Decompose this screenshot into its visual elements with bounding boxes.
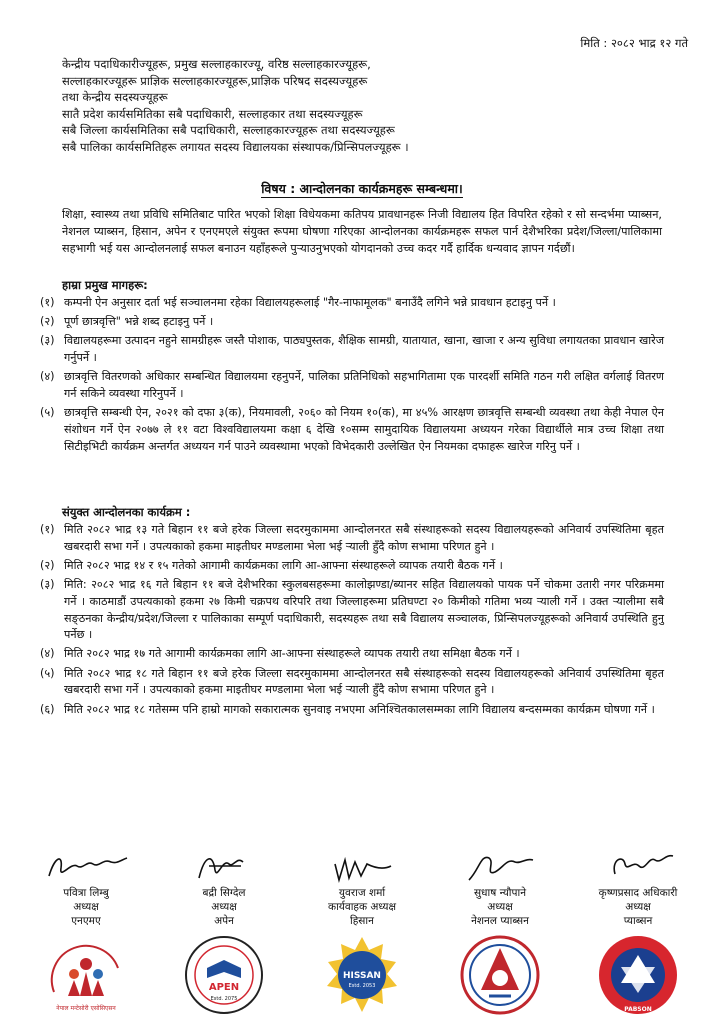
demands-list	[40, 295, 664, 458]
signatures-row	[20, 850, 704, 928]
signatory-org: नेशनल प्याब्सन	[471, 915, 529, 927]
signatory-org: एनएमए	[71, 915, 101, 927]
signature-block	[434, 850, 566, 928]
apen-logo-icon	[183, 934, 265, 1016]
signatory-name: कृष्णप्रसाद अधिकारी	[598, 887, 678, 899]
signatory-title: अध्यक्ष	[487, 901, 513, 913]
nma-logo-icon	[40, 934, 132, 1016]
signatory-title: कार्यवाहक अध्यक्ष	[328, 901, 396, 913]
demand-item: (१) कम्पनी ऐन अनुसार दर्ता भई सञ्चालनमा रहेका विद्यालयहरूलाई "गैर-नाफामूलक" बनाउँदै लगिने भन्ने प्रावधान हटाइनु पर्ने ।	[40, 296, 556, 309]
signature-block	[572, 850, 704, 928]
letter-date: मिति : २०८२ भाद्र १२ गते	[580, 36, 688, 50]
signature-block	[20, 850, 152, 928]
hissan-logo-icon	[321, 934, 403, 1016]
logo-slot	[20, 934, 152, 1016]
logo-slot	[434, 934, 566, 1016]
handwritten-signature-icon	[179, 850, 269, 884]
program-item: (३) मिति: २०८२ भाद्र १६ गते बिहान ११ बजे देशैभरिका स्कुलबसहरूमा कालोझण्डा/ब्यानर सहित विद्यालयको पायक पर्ने चोकमा उतारी नगर परिक्रममा गर्ने । काठमाडौं उपत्यकाको हकमा २७ किमी चक्रपथ वरिपरि तथा जिल्लाहरूमा प्रतिघण्टा २० किमीको गतिमा भव्य ऱ्याली गर्ने । उक्त ऱ्यालीमा सबै सङ्ठनका केन्द्रीय/प्रदेश/जिल्ला र पालिकाका सम्पूर्ण पदाधिकारी, सदस्यहरू तथा सबै विद्यालय सञ्चालक, प्रिन्सिपलज्यूहरूको अनिवार्य उपस्थिति हुनु पर्नेछ ।	[40, 578, 664, 642]
svg-text:PABSON: PABSON	[624, 1006, 652, 1013]
logo-slot	[296, 934, 428, 1016]
recipient-line: केन्द्रीय पदाधिकारीज्यूहरू, प्रमुख सल्लाहकारज्यू, वरिष्ठ सल्लाहकारज्यूहरू,	[62, 57, 371, 71]
logo-slot	[158, 934, 290, 1016]
demand-item: (३) विद्यालयहरूमा उत्पादन नहुने सामग्रीहरू जस्तै पोशाक, पाठ्यपुस्तक, शैक्षिक सामग्री, यातायात, खाना, खाजा र अन्य सुविधा लगायतका प्रावधान खारेज गर्नुपर्ने ।	[40, 334, 664, 365]
recipient-line: सल्लाहकारज्यूहरू प्राज्ञिक सल्लाहकारज्यूहरू,प्राज्ञिक परिषद सदस्यज्यूहरू	[62, 73, 368, 88]
national-pabson-logo-icon	[459, 934, 541, 1016]
intro-paragraph: शिक्षा, स्वास्थ्य तथा प्रविधि समितिबाट पारित भएको शिक्षा विधेयकमा कतिपय प्रावधानहरू निजी विद्यालय हित विपरित रहेको र सो सन्दर्भमा प्याब्सन, नेशनल प्याब्सन, हिसान, अपेन र एनएमएले संयुक्त रूपमा घोषणा गरिएका आन्दोलनका कार्यक्रमहरू सफल पार्न देशैभरिका प्रदेश/जिल्ला/पालिकामा सहभागी भई यस आन्दोलनलाई सफल बनाउन यहाँहरूले पुऱ्याउनुभएको योगदानको उच्च कदर गर्दै हार्दिक धन्यवाद ज्ञापन गर्दछौं।	[62, 208, 662, 255]
signatory-org: प्याब्सन	[623, 915, 653, 927]
signature-block	[158, 850, 290, 928]
demand-item: (५) छात्रवृत्ति सम्बन्धी ऐन, २०२१ को दफा ३(क), नियमावली, २०६० को नियम १०(क), मा ४५% आरक्षण छात्रवृत्ति सम्बन्धी व्यवस्था तथा केही नेपाल ऐन संशोधन गर्ने ऐन २०७७ ले ११ वटा विश्वविद्यालयमा कक्षा ६ देखि १०सम्म सामुदायिक विद्यालयमा अध्ययन गरेका विद्यार्थीले मात्र उच्च शिक्षा तथा सिटीइभिटी कार्यक्रम अन्तर्गत अध्ययन गर्न पाउने व्यवस्थामा भएको विभेदकारी उल्लेखित ऐन नियमका दफाहरू खारेज गरिनु पर्ने ।	[40, 406, 664, 453]
signatory-name: युवराज शर्मा	[338, 887, 386, 899]
program-item: (२) मिति २०८२ भाद्र १४ र १५ गतेको आगामी कार्यक्रमका लागि आ-आफ्ना संस्थाहरूले व्यापक तयारी बैठक गर्ने ।	[40, 558, 503, 572]
recipients-block	[62, 56, 662, 156]
program-item: (१) मिति २०८२ भाद्र १३ गते बिहान ११ बजे हरेक जिल्ला सदरमुकाममा आन्दोलनरत सबै संस्थाहरूको सदस्य विद्यालयहरूको अनिवार्य उपस्थितिमा बृहत खबरदारी सभा गर्ने । उपत्यकाको हकमा माइतीघर मण्डलामा भेला भई ऱ्याली हुँदै कोण सभामा परिणत हुने ।	[40, 523, 664, 553]
pabson-logo-icon	[597, 934, 679, 1016]
handwritten-signature-icon	[41, 850, 131, 884]
handwritten-signature-icon	[317, 850, 407, 884]
program-item: (५) मिति २०८२ भाद्र १८ गते बिहान ११ बजे हरेक जिल्ला सदरमुकाममा आन्दोलनरत सबै संस्थाहरूको सदस्य विद्यालयहरूको अनिवार्य उपस्थितिमा बृहत खबरदारी सभा गर्ने । उपत्यकाको हकमा माइतीघर मण्डलामा भेला भई ऱ्याली हुँदै कोण सभामा परिणत हुने ।	[40, 666, 664, 697]
svg-text:Estd. 2053: Estd. 2053	[348, 983, 376, 989]
demand-item: (४) छात्रवृत्ति वितरणको अधिकार सम्बन्धित विद्यालयमा रहनुपर्ने, पालिका प्रतिनिधिको सहभागितामा एक पारदर्शी समिति गठन गरी लक्षित वर्गलाई वितरण गर्न सकिने व्यवस्था गरिनुपर्ने ।	[40, 370, 664, 401]
svg-text:Estd. 2075: Estd. 2075	[210, 996, 238, 1002]
handwritten-signature-icon	[593, 850, 683, 884]
program-item: (४) मिति २०८२ भाद्र १७ गते आगामी कार्यक्रमका लागि आ-आफ्ना संस्थाहरूले व्यापक तयारी तथा समिक्षा बैठक गर्ने ।	[40, 647, 520, 661]
svg-text:APEN: APEN	[208, 982, 240, 993]
svg-text:नेपाल मन्टेसोरी एसोसिएसन: नेपाल मन्टेसोरी एसोसिएसन	[56, 1005, 116, 1012]
svg-text:HISSAN: HISSAN	[343, 971, 381, 981]
demand-item: (२) पूर्ण छात्रवृत्ति" भन्ने शब्द हटाइनु पर्ने ।	[40, 315, 214, 329]
signatory-title: अध्यक्ष	[211, 901, 237, 913]
recipient-line: सातै प्रदेश कार्यसमितिका सबै पदाधिकारी, सल्लाहकार तथा सदस्यज्यूहरू	[62, 106, 363, 121]
signatory-title: अध्यक्ष	[625, 901, 651, 913]
recipient-line: तथा केन्द्रीय सदस्यज्यूहरू	[62, 90, 168, 105]
recipient-line: सबै पालिका कार्यसमितिहरू लगायत सदस्य विद्यालयका संस्थापक/प्रिन्सिपलज्यूहरू ।	[62, 139, 409, 154]
signatory-name: पवित्रा लिम्बु	[63, 887, 109, 899]
signatory-title: अध्यक्ष	[73, 901, 99, 913]
subject-line: विषय : आन्दोलनका कार्यक्रमहरू सम्बन्धमा।	[261, 181, 463, 196]
signatory-name: बद्री सिग्देल	[202, 887, 246, 899]
signature-block	[296, 850, 428, 928]
signatory-org: अपेन	[214, 915, 234, 927]
program-item: (६) मिति २०८२ भाद्र १८ गतेसम्म पनि हाम्रो मागको सकारात्मक सुनवाइ नभएमा अनिश्चितकालसम्मका लागि विद्यालय बन्दसम्मका कार्यक्रम घोषणा गर्ने ।	[40, 702, 655, 716]
handwritten-signature-icon	[455, 850, 545, 884]
logo-slot	[572, 934, 704, 1016]
demands-heading: हाम्रा प्रमुख मागहरू:	[62, 278, 148, 292]
logos-row	[20, 934, 704, 1016]
program-list	[40, 522, 664, 721]
signatory-org: हिसान	[350, 915, 374, 927]
signatory-name: सुधाष न्यौपाने	[473, 887, 527, 899]
program-heading: संयुक्त आन्दोलनका कार्यक्रम :	[62, 505, 191, 519]
recipient-line: सबै जिल्ला कार्यसमितिका सबै पदाधिकारी, सल्लाहकारज्यूहरू तथा सदस्यज्यूहरू	[62, 123, 395, 138]
